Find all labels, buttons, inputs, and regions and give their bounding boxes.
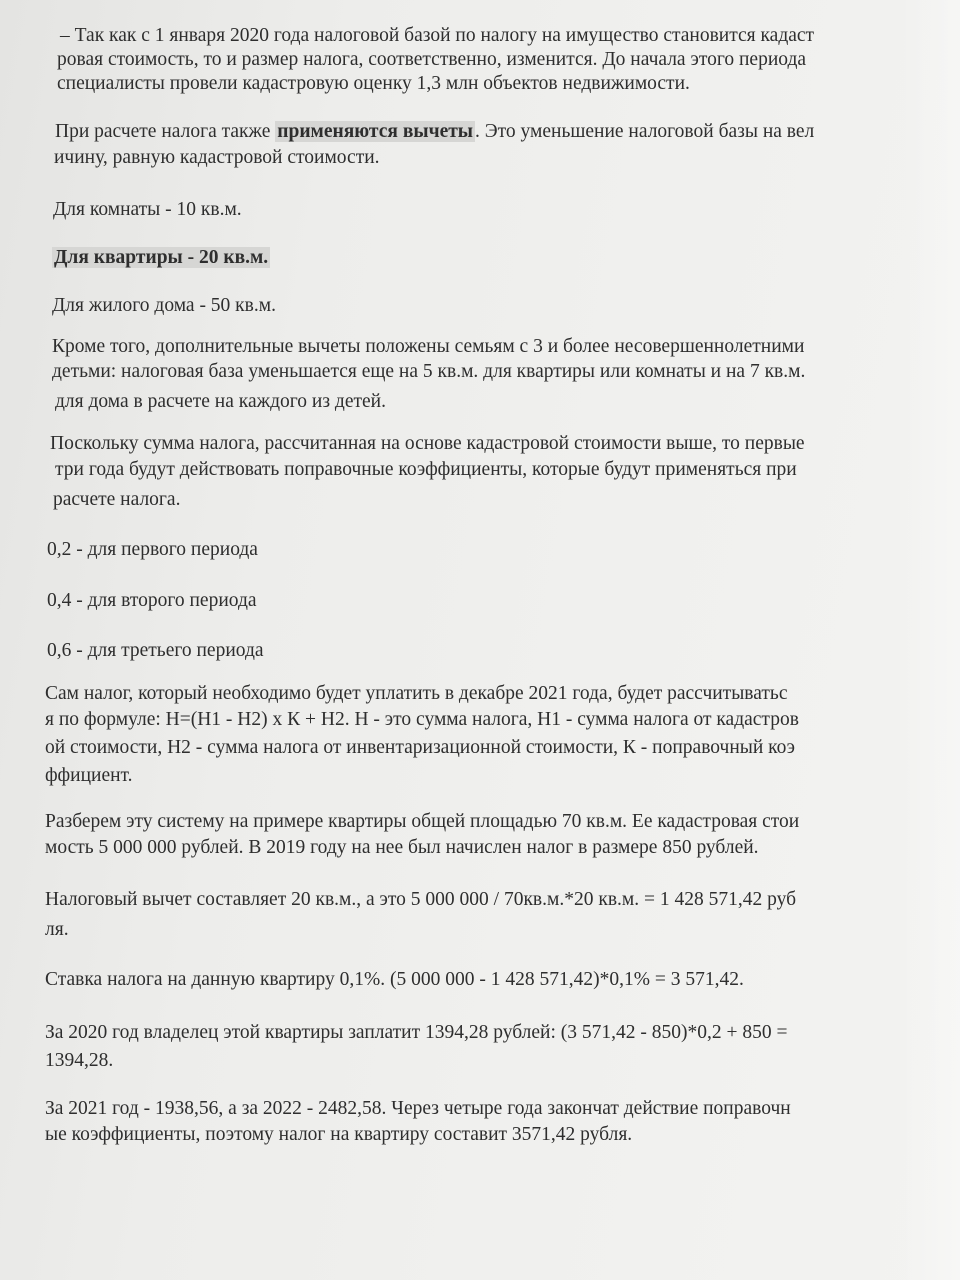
text-line: ровая стоимость, то и размер налога, соответственно, изменится. До начала этого периода xyxy=(57,49,807,70)
text-line: расчете налога. xyxy=(53,489,181,510)
highlighted-line xyxy=(52,246,270,270)
text-line: ля. xyxy=(45,919,69,940)
page-edge-shade xyxy=(900,0,960,1280)
text-line: Кроме того, дополнительные вычеты положены семьям с 3 и более несовершеннолетними xyxy=(52,336,805,357)
text-line: ые коэффициенты, поэтому налог на квартиру составит 3571,42 рубля. xyxy=(45,1124,633,1145)
text-line xyxy=(55,120,814,144)
text-line: Поскольку сумма налога, рассчитанная на основе кадастровой стоимости выше, то первые xyxy=(50,433,805,454)
text-line: 0,4 - для второго периода xyxy=(47,590,257,611)
text-line: Для комнаты - 10 кв.м. xyxy=(53,199,242,220)
text-line: 0,6 - для третьего периода xyxy=(47,640,264,661)
highlighted-text: применяются вычеты xyxy=(277,121,474,142)
text-line: – Так как с 1 января 2020 года налоговой базой по налогу на имущество становится кадаст xyxy=(60,25,815,46)
text-line: я по формуле: Н=(Н1 - Н2) х К + Н2. Н - это сумма налога, Н1 - сумма налога от кадастров xyxy=(45,709,799,730)
text-line: Для жилого дома - 50 кв.м. xyxy=(52,295,276,316)
highlighted-text: Для квартиры - 20 кв.м. xyxy=(54,247,269,268)
text-line: детьми: налоговая база уменьшается еще на 5 кв.м. для квартиры или комнаты и на 7 кв.м. xyxy=(52,361,806,382)
text-line: три года будут действовать поправочные коэффициенты, которые будут применяться при xyxy=(55,459,797,480)
text-line: Сам налог, который необходимо будет уплатить в декабре 2021 года, будет рассчитыватьс xyxy=(45,683,788,704)
text-line: За 2021 год - 1938,56, а за 2022 - 2482,58. Через четыре года закончат действие поправочн xyxy=(45,1098,791,1119)
text-line: специалисты провели кадастровую оценку 1,3 млн объектов недвижимости. xyxy=(57,73,690,94)
text-line: За 2020 год владелец этой квартиры заплатит 1394,28 рублей: (3 571,42 - 850)*0,2 + 850 = xyxy=(45,1022,788,1043)
text-run: . Это уменьшение налоговой базы на вел xyxy=(475,121,815,142)
text-line: для дома в расчете на каждого из детей. xyxy=(55,391,386,412)
text-run: При расчете налога также xyxy=(55,121,271,142)
text-line: Разберем эту систему на примере квартиры общей площадью 70 кв.м. Ее кадастровая стои xyxy=(45,811,800,832)
text-line: ой стоимости, Н2 - сумма налога от инвентаризационной стоимости, К - поправочный коэ xyxy=(45,737,796,758)
text-line: 1394,28. xyxy=(45,1050,114,1071)
text-line: ичину, равную кадастровой стоимости. xyxy=(54,147,380,168)
text-line: ффициент. xyxy=(45,765,133,786)
text-line: Ставка налога на данную квартиру 0,1%. (5 000 000 - 1 428 571,42)*0,1% = 3 571,42. xyxy=(45,969,744,990)
text-line: 0,2 - для первого периода xyxy=(47,539,258,560)
text-line: мость 5 000 000 рублей. В 2019 году на нее был начислен налог в размере 850 рублей. xyxy=(45,837,759,858)
text-line: Налоговый вычет составляет 20 кв.м., а это 5 000 000 / 70кв.м.*20 кв.м. = 1 428 571,42 руб xyxy=(45,889,797,910)
